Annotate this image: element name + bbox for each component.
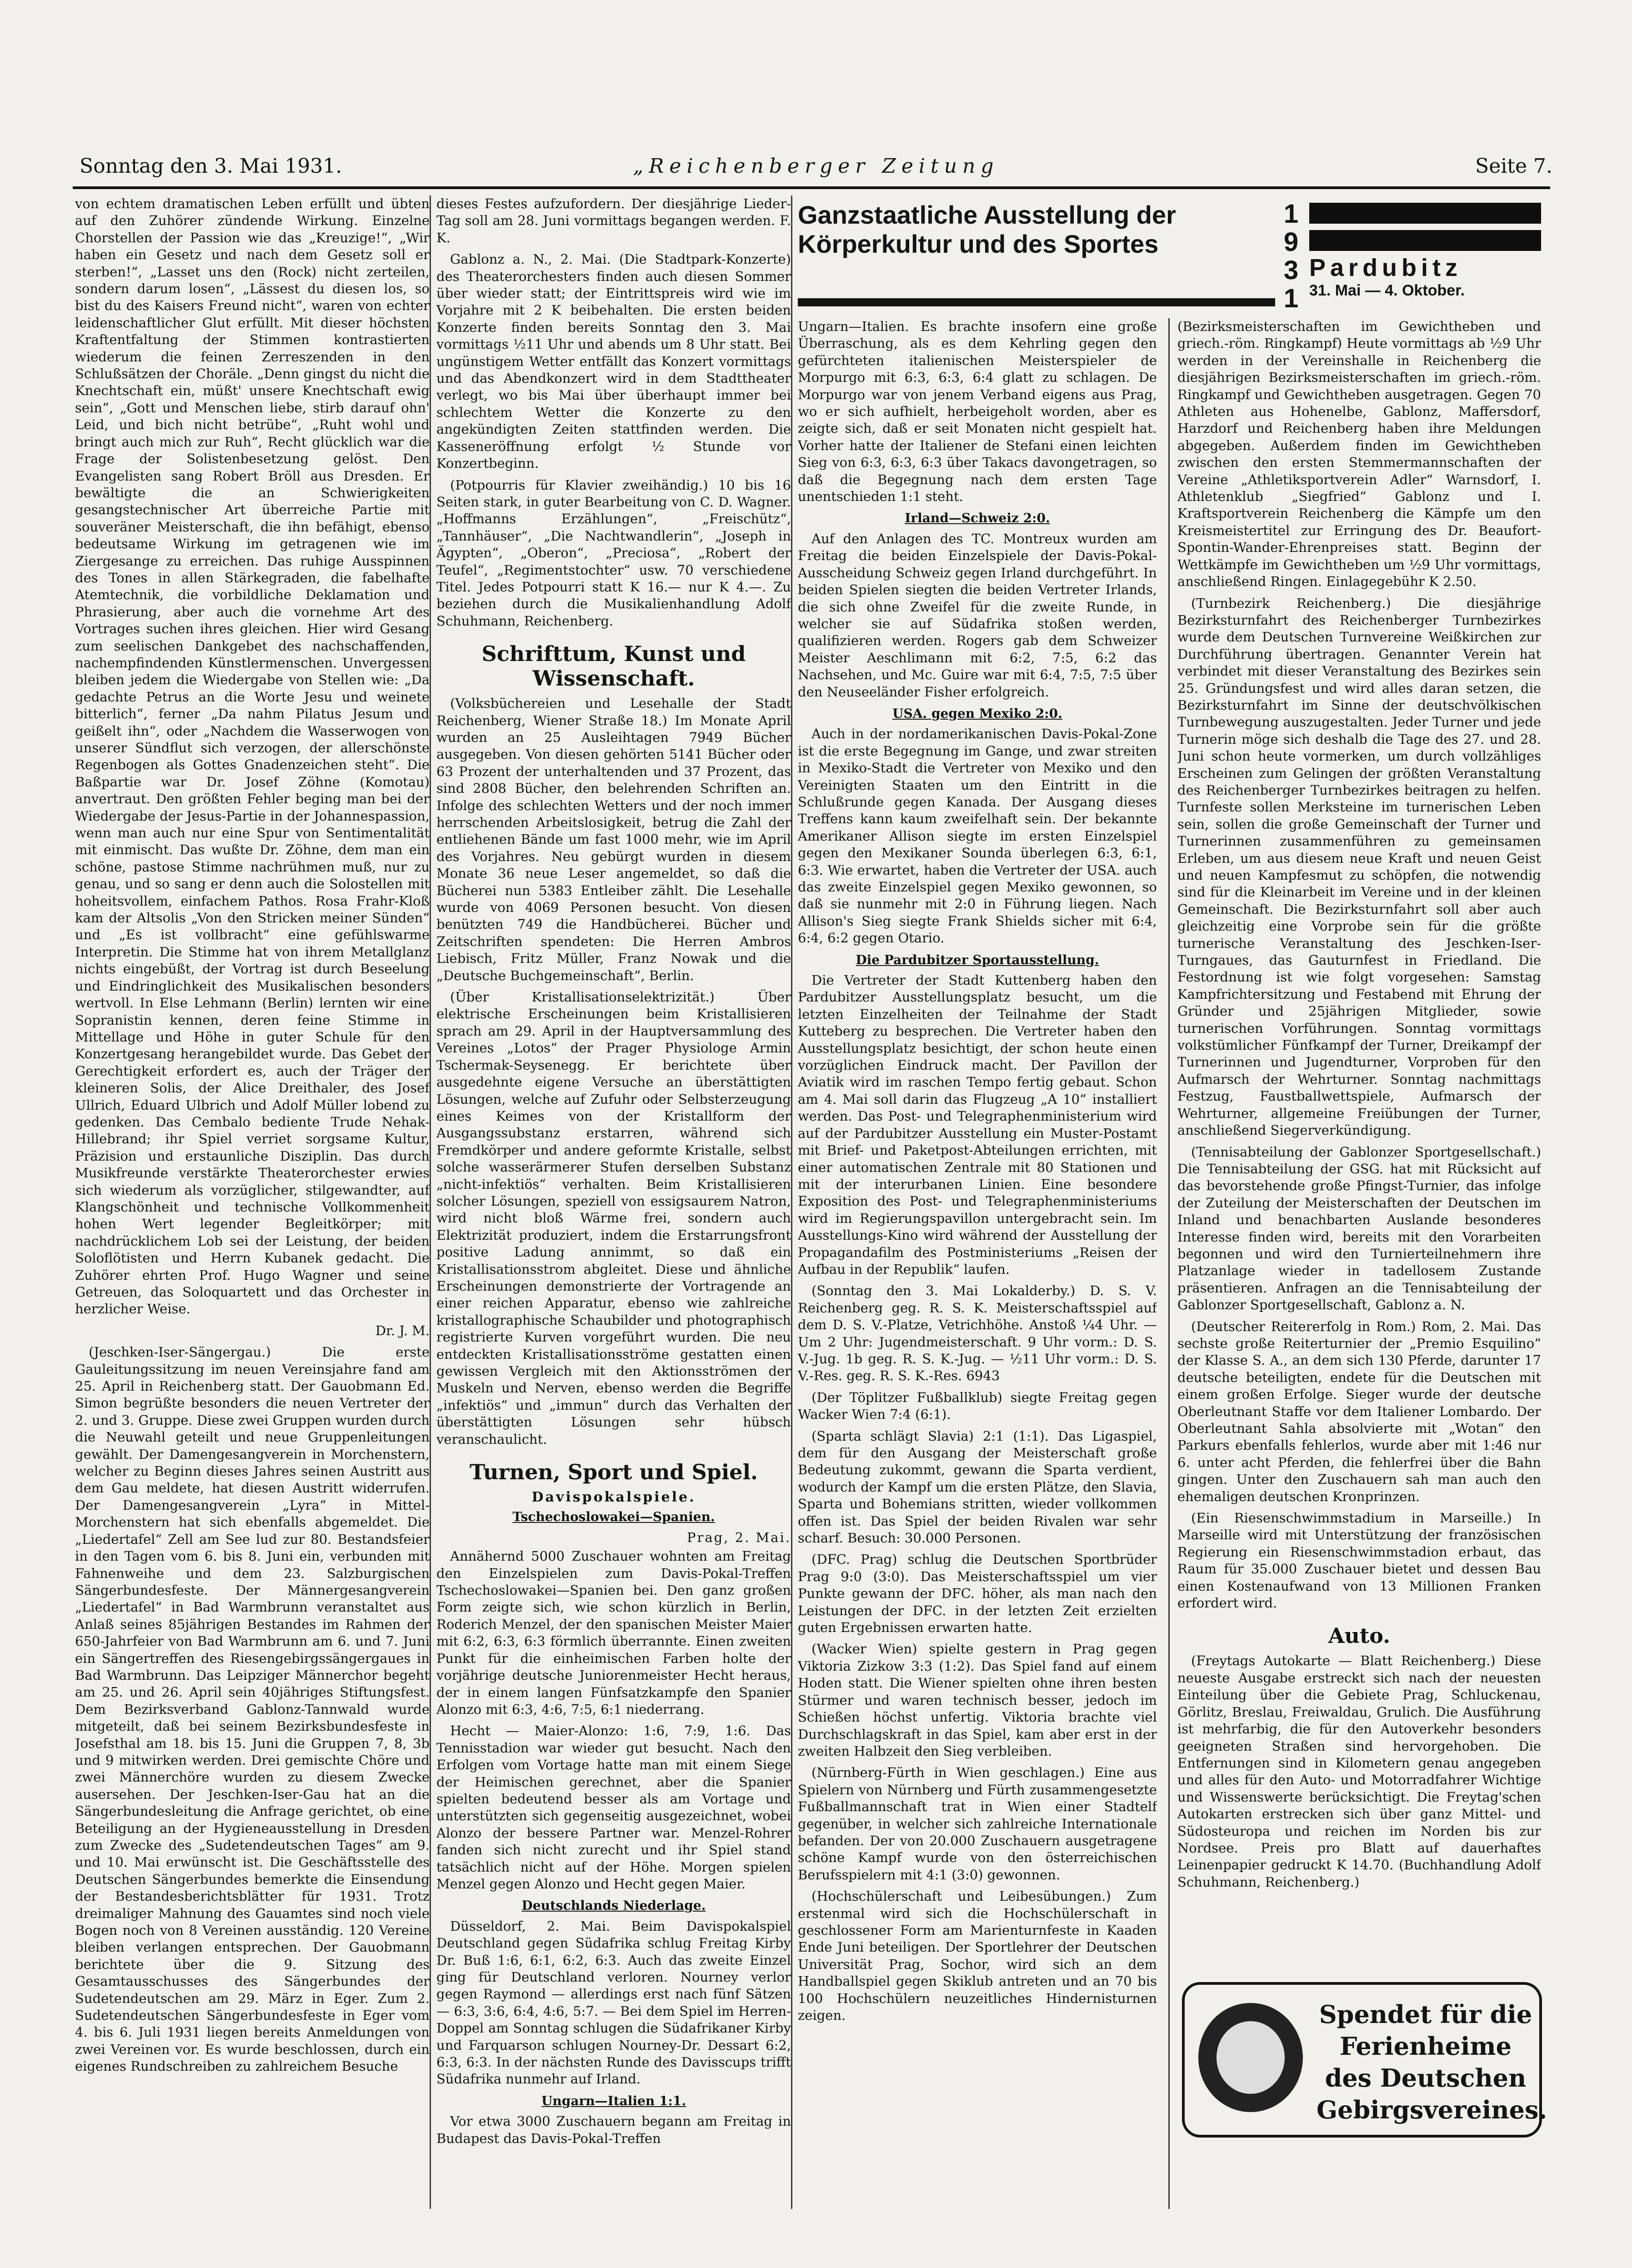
article-paragraph: (Hochschülerschaft und Leibesübungen.) Zum erstenmal wird sich die Hochschülerschaft in geschlossener Form am Marienturnfeste in Kaaden Ende Juni beteiligen. Der Sportlehrer der Deutschen Universität Prag, Sochor, wird sich an dem Handballspiel gegen Skiklub antreten und an 70 bis 100 Hochschülern neuzeitliches Hindernisturnen zeigen. (798, 1888, 1157, 2023)
article-paragraph: (Freytags Autokarte — Blatt Reichenberg.) Diese neueste Ausgabe erstreckt sich nach der neuesten Einteilung über die Gebiete Prag, Schluckenau, Görlitz, Breslau, Freiwaldau, Grulich. Die Ausführung ist mehrfarbig, die für den Autoverkehr besonders geeigneten Straßen sind hervorgehoben. Die Entfernungen sind in Kilometern genau angegeben und alles für den Auto- und Motorradfahrer Wichtige und Wissenswerte berücksichtigt. Die Freytag'schen Autokarten erstrecken sich über ganz Mittel- und Südosteuropa und reichen im Norden bis zur Nordsee. Preis pro Blatt auf dauerhaftes Leinenpapier gedruckt K 14.70. (Buchhandlung Adolf Schuhmann, Reichenberg.) (1177, 1653, 1541, 1890)
ad-dates: 31. Mai — 4. Oktober. (1309, 282, 1465, 299)
ad-line-2: Körperkultur und des Sportes (798, 230, 1159, 258)
article-paragraph: (Sparta schlägt Slavia) 2:1 (1:1). Das Ligaspiel, dem für den Ausgang der Meisterschaft große Bedeutung zukommt, gewann die Sparta verdient, wodurch der Kampf um die ersten Plätze, den Slavia, Sparta und Bohemians stritten, wieder vollkommen offen ist. Das Spiel der beiden Rivalen war sehr scharf. Besuch: 30.000 Personen. (798, 1428, 1157, 1546)
subheading: Ungarn—Italien 1:1. (541, 2093, 686, 2108)
ad-line-1: Ganzstaatliche Ausstellung der (798, 200, 1176, 229)
subheading: Irland—Schweiz 2:0. (905, 511, 1050, 526)
exhibition-advertisement (798, 199, 1541, 313)
ad-year-digit: 9 (1283, 227, 1299, 257)
ad-black-bar (1309, 230, 1541, 251)
column-divider (430, 195, 431, 2209)
article-paragraph: (Volksbüchereien und Lesehalle der Stadt Reichenberg, Wiener Straße 18.) Im Monate April wurden an 25 Ausleihtagen 7949 Bücher ausgegeben. Von diesen gehörten 5141 Bücher oder 63 Prozent der unterhaltenden und 37 Prozent, das sind 2808 Bücher, den belehrenden Schriften an. Infolge des schlechten Wetters und der noch immer herrschenden Arbeitslosigkeit, betrug die Zahl der entliehenen Bände um fast 1000 mehr, wie im April des Vorjahres. Neu gebürgt wurden in diesem Monate 36 neue Leser angemeldet, so daß die Bücherei nun 5383 Entleiber zählt. Die Lesehalle wurde von 4069 Personen besucht. Von diesen benützten 749 die Handbücherei. Bücher und Zeitschriften spendeten: Die Herren Ambros Liebisch, Fritz Müller, Franz Nowak und die „Deutsche Buchgemeinschaft“, Berlin. (436, 696, 791, 983)
subheading: USA. gegen Mexiko 2:0. (892, 706, 1062, 721)
donation-line: Gebirgsvereines. (1317, 2095, 1547, 2124)
article-paragraph: (Ein Riesenschwimmstadium in Marseille.) In Marseille wird mit Unterstützung der französischen Regierung ein Riesenschwimmstadion erbaut, das Raum für 35.000 Zuschauer bietet und dessen Bau einen Kostenaufwand von 13 Millionen Franken erfordert wird. (1177, 1510, 1541, 1611)
ad-black-bar (1309, 203, 1541, 224)
article-paragraph: (Deutscher Reitererfolg in Rom.) Rom, 2. Mai. Das sechste große Reiterturnier der „Premio Esquilino“ der Klasse S. A., an dem sich 130 Pferde, darunter 17 deutsche beteiligten, endete für die Deutschen mit einem großen Erfolge. Sieger wurde der deutsche Oberleutnant Staffe vor dem Italiener Lombardo. Der Oberleutnant Sahla absolvierte mit „Wotan“ den Parkurs ebenfalls fehlerlos, wurde aber mit 1:46 nur 6. unter acht Pferden, die fehlerfrei über die Bahn gingen. Unter den Zuschauern sah man auch den ehemaligen deutschen Kronprinzen. (1177, 1318, 1541, 1504)
ad-underline-bar (798, 298, 1275, 306)
article-paragraph: (Turnbezirk Reichenberg.) Die diesjährige Bezirksturnfahrt des Reichenberger Turnbezirkes wurde dem Deutschen Turnvereine Weißkirchen zur Durchführung übertragen. Genannter Verein hat verbindet mit dieser Veranstaltung des Bezirkes sein 25. Gründungsfest und wird alles daran setzen, die Bezirksturnfahrt im Sinne der deutschvölkischen Turnbewegung auszugestalten. Jeder Turner und jede Turnerin möge sich deshalb die Tage des 27. und 28. Juni schon heute vormerken, um durch vollzähliges Erscheinen zum Gelingen der größten Veranstaltung des Reichenberger Turnbezirkes beitragen zu helfen. Turnfeste sollen Merksteine im turnerischen Leben sein, sollen die große Gemeinschaft der Turner und Turnerinnen zusammenführen zu gemeinsamen Erleben, um aus diesem neue Kraft und neuen Geist und neuen Kampfesmut zu schöpfen, die notwendig sind für die Kleinarbeit im Vereine und in der kleinen Gemeinschaft. Die Bezirksturnfahrt soll aber auch gleichzeitig eine Vorprobe sein für die größte turnerische Veranstaltung des Jeschken-Iser-Turngaues, das Gauturnfest in Friedland. Die Festordnung ist wie folgt vorgesehen: Samstag Kampfrichtersitzung und Festabend mit Ehrung der Gründer und 25jährigen Mitglieder, sowie turnerischen Vorführungen. Sonntag vormittags volkstümlicher Fünfkampf der Turner, Dreikampf der Turnerinnen und Jugendturner, Vorproben für den Aufmarsch der Wehrturner. Sonntag nachmittags Festzug, Faustballwettspiele, Aufmarsch der Wehrturner, allgemeine Freiübungen der Turner, anschließend Siegerverkündigung. (1177, 595, 1541, 1138)
subheading: Die Pardubitzer Sportausstellung. (856, 952, 1099, 967)
column-1 (75, 195, 430, 2213)
article-paragraph: Hecht — Maier-Alonzo: 1:6, 7:9, 1:6. Das Tennisstadion war wieder gut besucht. Nach den Erfolgen vom Vortage hatte man mit einem Siege der Heimischen gerechnet, aber die Spanier spielten bedeutend besser als am Vortage und unterstützten sich gegenseitig ausgezeichnet, wobei Alonzo der bessere Partner war. Menzel-Rohrer fanden sich nicht zurecht und ihr Spiel stand tatsächlich nicht auf der Höhe. Morgen spielen Menzel gegen Alonzo und Hecht gegen Maier. (436, 1723, 791, 1892)
article-paragraph: Gablonz a. N., 2. Mai. (Die Stadtpark-Konzerte) des Theaterorchesters finden auch diesen Sommer über wieder statt; der Eintrittspreis wird wie im Vorjahre mit 2 K beibehalten. Die ersten beiden Konzerte finden bereits Sonntag den 3. Mai vormittags ½11 Uhr und abends um 8 Uhr statt. Bei ungünstigem Wetter entfällt das Konzert vormittags und das Abendkonzert wird in dem Stadttheater verlegt, wo bis Mai über überhaupt immer bei schlechtem Wetter die Konzerte zu den angekündigten Zeiten stattfinden werden. Die Kasseneröffnung erfolgt ½ Stunde vor Konzertbeginn. (436, 251, 791, 471)
masthead (80, 155, 1552, 182)
subheading: Deutschlands Niederlage. (521, 1898, 706, 1913)
article-paragraph: (DFC. Prag) schlug die Deutschen Sportbrüder Prag 9:0 (3:0). Das Meisterschaftsspiel um vier Punkte gewann der DFC. höher, als man nach den Leistungen der DFC. in der letzten Zeit erzielten guten Ergebnissen erwarten hatte. (798, 1552, 1157, 1636)
subheading: Tschechoslowakei—Spanien. (512, 1509, 715, 1525)
ad-year-digits (1275, 200, 1307, 313)
section-heading: Turnen, Sport und Spiel. (469, 1460, 758, 1485)
masthead-title: „Reichenberger Zeitung (633, 155, 999, 178)
article-paragraph: Annähernd 5000 Zuschauer wohnten am Freitag den Einzelspielen zum Davis-Pokal-Treffen Tschechoslowakei—Spanien bei. Den ganz großen Form zeigte sich, wie schon kürzlich in Berlin, Roderich Menzel, der den spanischen Meister Maier mit 6:2, 6:3, 6:3 förmlich überrannte. Einen zweiten Punkt für die einheimischen Farben holte der vorjährige deutsche Juniorenmeister Hecht heraus, der in einem langen Fünfsatzkampfe den Spanier Alonzo mit 6:3, 4:6, 7:5, 6:1 niederrang. (436, 1548, 791, 1717)
article-paragraph: Düsseldorf, 2. Mai. Beim Davispokalspiel Deutschland gegen Südafrika schlug Freitag Kirby Dr. Buß 1:6, 6:1, 6:2, 6:3. Auch das zweite Einzel ging für Deutschland verloren. Nourney verlor gegen Raymond — allerdings erst nach fünf Sätzen — 6:3, 3:6, 6:4, 4:6, 5:7. — Bei dem Spiel im Herren-Doppel am Sonntag schlugen die Südafrikaner Kirby und Farquarson schlugen Nourney-Dr. Dessart 6:2, 6:3, 6:3. In der nächsten Runde des Davisscups trifft Südafrika nunmehr auf Irland. (436, 1918, 791, 2087)
association-emblem-icon (1198, 2003, 1303, 2112)
article-paragraph: (Bezirksmeisterschaften im Gewichtheben und griech.-röm. Ringkampf) Heute vormittags ab ½9 Uhr werden in der Vereinshalle in Reichenberg die diesjährigen Bezirksmeisterschaften im griech.-röm. Ringkampf und Gewichtheben ausgetragen. Gegen 70 Athleten aus Hohenelbe, Gablonz, Maffersdorf, Harzdorf und Reichenberg haben ihre Meldungen abgegeben. Außerdem finden im Gewichtheben zwischen den ersten Stemmermannschaften der Vereine „Athletiksportverein Adler“ Warnsdorf, I. Athletenklub „Siegfried“ Gablonz und I. Kraftsportverein Reichenberg die Kämpfe um den Kreismeistertitel zur Erringung des Dr. Beaufort-Spontin-Wander-Ehrenpreises statt. Beginn der Wettkämpfe im Gewichtheben um ½9 Uhr vormittags, anschließend Ringen. Einlagegebühr K 2.50. (1177, 319, 1541, 590)
donation-advertisement (1182, 1982, 1547, 2138)
article-paragraph: Ungarn—Italien. Es brachte insofern eine große Überraschung, als es dem Kehrling gegen den gefürchteten italienischen Meisterspieler de Morpurgo mit 6:3, 6:3, 6:4 glatt zu schlagen. De Morpurgo war von jenem Verband eigens aus Prag, wo er sich aufhielt, herbeigeholt worden, aber es zeigte sich, daß er seit Monaten nicht gespielt hat. Vorher hatte der Italiener de Stefani einen leichten Sieg von 6:3, 6:3, 6:3 über Takacs davongetragen, so daß die Begegnung nach dem ersten Tage unentschieden 1:1 steht. (798, 319, 1157, 505)
article-paragraph: (Tennisabteilung der Gablonzer Sportgesellschaft.) Die Tennisabteilung der GSG. hat mit Rücksicht auf das bevorstehende große Pfingst-Turnier, das infolge der Zuteilung der Meisterschaften der Deutschen im Inland und benachbarten Auslande besonderes Interesse finden wird, bereits mit den Vorarbeiten begonnen und wird den Turnierteilnehmern ihre Platzanlage wieder in tadellosem Zustande präsentieren. Anfragen an die Tennisabteilung der Gablonzer Sportgesellschaft, Gablonz a. N. (1177, 1144, 1541, 1313)
article-paragraph: (Jeschken-Iser-Sängergau.) Die erste Gauleitungssitzung im neuen Vereinsjahre fand am 25. April in Reichenberg statt. Der Gauobmann Ed. Simon begrüßte besonders die neuen Vertreter der 2. und 3. Gruppe. Diese zwei Gruppen wurden durch die Neuwahl geteilt und neue Gruppenleitungen gewählt. Der Damengesangverein in Morchenstern, welcher zu Beginn dieses Jahres seinen Austritt aus dem Gau meldete, hat diesen Austritt widerrufen. Der Damengesangverein „Lyra“ in Mittel-Morchenstern hat sich ebenfalls abgemeldet. Die „Liedertafel“ Zell am See lud zur 80. Bestandsfeier in den Tagen vom 6. bis 8. Juni ein, verbunden mit Fahnenweihe und dem 23. Salzburgischen Sängerbundesfeste. Der Männergesangverein „Liedertafel“ in Bad Warmbrunn veranstaltet aus Anlaß seines 85jährigen Bestandes im Rahmen der 650-Jahrfeier von Bad Warmbrunn am 6. und 7. Juni ein Sängertreffen des Riesengebirgssängergaues in Bad Warmbrunn. Das Leipziger Männerchor begeht am 25. und 26. April sein 40jähriges Stiftungsfest. Dem Bezirksverband Gablonz-Tannwald wurde mitgeteilt, daß bei seinem Bezirksbundesfeste in Josefsthal am 18. bis 15. Juni die Gruppen 7, 8, 3b und 9 mitwirken werden. Drei gemischte Chöre und zwei Männerchöre wurden zu diesem Zwecke ausersehen. Der Jeschken-Iser-Gau hat an die Sängerbundesleitung die Anfrage gerichtet, ob eine Beteiligung an der Hygieneausstellung in Dresden zum Zwecke des „Sudetendeutschen Tages“ am 9. und 10. Mai erwünscht ist. Die Geschäftsstelle des Deutschen Sängerbundes bemerkte die Einsendung der Bestandesberichtsblätter für 1931. Trotz dreimaliger Mahnung des Gauamtes sind noch viele Bogen noch von 8 Vereinen ausständig. 120 Vereine bleiben verlangen entsprechen. Der Gauobmann berichtete über die 9. Sitzung des Gesamtausschusses des Sängerbundes der Sudetendeutschen am 29. März in Eger. Zum 2. Sudetendeutschen Sängerbundesfeste in Eger vom 4. bis 6. Juli 1931 liegen bereits Anmeldungen von zwei Vereinen vor. Es wurde beschlossen, durch ein eigenes Rundschreiben zu zahlreichem Besuche (75, 1344, 430, 2074)
masthead-rule (73, 186, 1550, 189)
donation-line: Ferienheime (1340, 2032, 1512, 2061)
column-divider (1168, 318, 1170, 2209)
article-paragraph: (Wacker Wien) spielte gestern in Prag gegen Viktoria Zizkow 3:3 (1:2). Das Spiel fand auf einem Hoden statt. Die Wiener spielten ohne ihren besten Stürmer und waren technisch besser, jedoch im Schießen höchst unfertig. Viktoria brachte viel Durchschlagskraft in das Spiel, kam aber erst in der zweiten Halbzeit den Sieg verbleiben. (798, 1641, 1157, 1759)
masthead-date: Sonntag den 3. Mai 1931. (80, 155, 342, 178)
ad-year-digit: 1 (1283, 199, 1299, 229)
article-signature: Dr. J. M. (375, 1322, 430, 1338)
section-heading: Schrifttum, Kunst und Wissenschaft. (481, 641, 746, 691)
column-divider (791, 195, 792, 2209)
article-paragraph: Auf den Anlagen des TC. Montreux wurden am Freitag die beiden Einzelspiele der Davis-Pokal-Ausscheidung Schweiz gegen Irland durchgeführt. In beiden Spielen siegten die beiden Vertreter Irlands, die sich ohne Zweifel für die zweite Runde, in welcher sie auf Südafrika stoßen werden, qualifizieren werden. Rogers gab dem Schweizer Meister Aeschlimann mit 6:2, 7:5, 6:2 das Nachsehen, und Mc. Guire war mit 6:4, 7:5, 7:5 über den Neuseeländer Fisher erfolgreich. (798, 531, 1157, 700)
column-2 (436, 195, 791, 2213)
ad-year-digit: 1 (1283, 284, 1299, 313)
ad-city: Pardubitz (1309, 254, 1462, 281)
article-paragraph: (Sonntag den 3. Mai Lokalderby.) D. S. V. Reichenberg geg. R. S. K. Meisterschaftsspiel auf dem D. S. V.-Platze, Vetrichhöhe. Anstoß ¼4 Uhr. — Um 2 Uhr: Jugendmeisterschaft. 9 Uhr vorm.: D. S. V.-Jug. 1b geg. R. S. K.-Jug. — ½11 Uhr vorm.: D. S. V.-Res. geg. R. S. K.-Res. 6943 (798, 1283, 1157, 1384)
article-paragraph: (Nürnberg-Fürth in Wien geschlagen.) Eine aus Spielern von Nürnberg und Fürth zusammengesetzte Fußballmannschaft trat in Wien einer Stadtelf gegenüber, in welcher sich zahlreiche Internationale befanden. Der von 20.000 Zuschauern ausgetragene schöne Kampf wurde von den österreichischen Berufsspielern mit 4:1 (3:0) gewonnen. (798, 1765, 1157, 1882)
article-paragraph: (Der Töplitzer Fußballklub) siegte Freitag gegen Wacker Wien 7:4 (6:1). (798, 1389, 1157, 1422)
ad-year-digit: 3 (1283, 255, 1299, 285)
column-4 (1177, 318, 1541, 2123)
article-paragraph: (Über Kristallisationselektrizität.) Über elektrische Erscheinungen beim Kristallisieren sprach am 29. April in der Hauptversammlung des Vereines „Lotos“ der Prager Physiologe Armin Tschermak-Seysenegg. Er berichtete über ausgedehnte eigene Versuche an überstättigten Lösungen, welche auf Zufuhr oder Selbsterzeugung eines Keimes von der Kristallform der Ausgangssubstanz erstarren, während sich Fremdkörper und andere geformte Kristalle, selbst solche wasserärmerer Stufen derselben Substanz „nicht-infektiös“ verhalten. Beim Kristallisieren solcher Lösungen, speziell von essigsaurem Natron, wird nicht bloß Wärme frei, sondern auch Elektrizität produziert, indem die Erstarrungsfront positive Ladung annimmt, so daß ein Kristallisationsstrom abgleitet. Diese und ähnliche Erscheinungen demonstrierte der Vortragende an einer reichen Apparatur, ebenso wie zahlreiche kristallographische Schaubilder und photographisch registrierte Kurven vorgeführt wurden. Die neu entdeckten Kristallisationsströme gestatten einen gewissen Vergleich mit den Aktionsströmen der Muskeln und Nerven, ebenso werden die Begriffe „infektiös“ und „immun“ durch das Verhalten der überstättigten Lösungen sehr hübsch veranschaulicht. (436, 989, 791, 1447)
article-paragraph: von echtem dramatischen Leben erfüllt und übten auf den Zuhörer zündende Wirkung. Einzelne Chorstellen der Passion wie das „Kreuzige!“, „Wir haben ein Gesetz und nach dem Gesetz soll er sterben!“, „Lasset uns den (Rock) nicht zerteilen, sondern darum losen“, „Lässest du diesen los, so bist du des Kaisers Freund nicht“, waren von echter leidenschaftlicher Glut erfüllt. Mit dieser höchsten Kraftentfaltung der Stimmen kontrastierten wiederum die feinen Zerreszenden in den Schlußsätzen der Choräle. „Denn gingst du nicht die Knechtschaft ein, müßt' unsere Knechtschaft ewig sein“, „Gott und Menschen liebe, stirb darauf ohn' Leid, und bich nicht betrübe“, „Ruht wohl und bringt auch mich zur Ruh“, Recht glücklich war die Frage der Solistenbesetzung gelöst. Den Evangelisten sang Robert Bröll aus Dresden. Er bewältigte die an Schwierigkeiten gesangstechnischer Art überreiche Partie mit souveräner Meisterschaft, die ihn befähigt, ebenso bedeutsame Wirkung im getragenen wie im Ziergesange zu erreichen. Das ruhige Ausspinnen des Tones in allen Stärkegraden, die fabelhafte Atemtechnik, die vorbildliche Deklamation und Phrasierung, aber auch die vornehme Art des Vortrages suchen ihres gleichen. Hier wird Gesang zum seelischen Dankgebet des nachschaffenden, nachempfindenden Künstlermenschen. Unvergessen bleiben jedem die Wiedergabe von Stellen wie: „Da gedachte Petrus an die Worte Jesu und weinete bitterlich“, ferner „Da nahm Pilatus Jesum und geißelt ihn“, oder „Nachdem die Wasserwogen von unserer Sündflut sich verzogen, der allerschönste Regenbogen als Gottes Gnadenzeichen steht“. Die Baßpartie war Dr. Josef Zöhne (Komotau) anvertraut. Den größten Fehler beging man bei der Wiedergabe der Jesus-Partie in der Johannespassion, wenn man auch nur eine Spur von Sentimentalität mit einmischt. Das wußte Dr. Zöhne, dem man ein schöne, pastose Stimme nachrühmen muß, nur zu genau, und so sang er denn auch die Solostellen mit hoheitsvollem, einfachem Pathos. Rosa Frahr-Kloß kam der Altsolis „Von den Stricken meiner Sünden“ und „Es ist vollbracht“ eine gefühlswarme Interpretin. Die Stimme hat von ihrem Metallglanz nichts eingebüßt, der Vortrag ist durch Beseelung und Eindringlichkeit des Musikalischen besonders wertvoll. In Else Lehmann (Berlin) lernten wir eine Sopranistin kennen, deren feine Stimme in Mittellage und Höhe in guter Schule für den Konzertgesang herangebildet wurde. Das Gebet der Gerechtigkeit erfordert es, auch der Träger der kleineren Solis, der Alice Dreithaler, des Josef Ullrich, Eduard Ulbrich und Adolf Müller lobend zu gedenken. Das Cembalo bediente Trude Nehak-Hillebrand; ihr Spiel verriet sorgsame Kultur, Präzision und erstaunliche Disziplin. Das durch Musikfreunde verstärkte Theaterorchester erwies sich wiederum als vorzüglicher, stilgewandter, auf Klangschönheit und technische Vollkommenheit hohen Wert legender Begleitkörper; mit nachdrücklichem Lob sei der Leistung, der beiden Soloflötisten und Herrn Kubanek gedacht. Die Zuhörer ehrten Prof. Hugo Wagner und seine Getreuen, das Soloquartett und das Orchester in herzlicher Weise. (75, 196, 430, 1317)
subheading: Davispokalspiele. (531, 1489, 696, 1506)
article-paragraph: (Potpourris für Klavier zweihändig.) 10 bis 16 Seiten stark, in guter Bearbeitung von C. D. Wagner. „Hoffmanns Erzählungen“, „Freischütz“, „Tannhäuser“, „Die Nachtwandlerin“, „Joseph in Ägypten“, „Oberon“, „Preciosa“, „Robert der Teufel“, „Regimentstochter“ usw. 70 verschiedene Titel. Jedes Potpourri statt K 16.— nur K 4.—. Zu beziehen durch die Musikalienhandlung Adolf Schuhmann, Reichenberg. (436, 477, 791, 629)
donation-line: des Deutschen (1325, 2063, 1527, 2093)
section-heading: Auto. (1328, 1623, 1391, 1648)
donation-text (1317, 1998, 1547, 2126)
dateline: Prag, 2. Mai. (686, 1529, 791, 1545)
masthead-page-number: Seite 7. (1475, 155, 1552, 178)
article-paragraph: Die Vertreter der Stadt Kuttenberg haben den Pardubitzer Ausstellungsplatz besucht, um die letzten Einzelheiten der Teilnahme der Stadt Kutteberg zu besprechen. Die Vertreter haben den Ausstellungsplatz besichtigt, der schon heute einen vorzüglichen Eindruck macht. Der Pavillon der Aviatik wird im raschen Tempo fertig gebaut. Schon am 4. Mai soll darin das Flugzeug „A 10“ installiert werden. Das Post- und Telegraphenministerium wird auf der Pardubitzer Ausstellung ein Muster-Postamt mit Brief- und Paketpost-Abteilungen errichten, mit einer automatischen Zentrale mit 80 Stationen und mit der interurbanen Linien. Eine besondere Exposition des Post- und Telegraphenministeriums wird im Regierungspavillon untergebracht sein. Im Ausstellungs-Kino wird während der Ausstellung der Propagandafilm des Postministeriums „Reisen der Aufbau in der Republik“ laufen. (798, 972, 1157, 1277)
donation-line: Spendet für die (1319, 2000, 1532, 2029)
article-paragraph: Vor etwa 3000 Zuschauern begann am Freitag in Budapest das Davis-Pokal-Treffen (436, 2113, 791, 2146)
article-paragraph: dieses Festes aufzufordern. Der diesjährige Lieder-Tag soll am 28. Juni vormittags begangen werden. F. K. (436, 196, 791, 245)
article-paragraph: Auch in der nordamerikanischen Davis-Pokal-Zone ist die erste Begegnung im Gange, und zwar streiten in Mexiko-Stadt die Vertreter von Mexiko und den Vereinigten Staaten um den Eintritt in die Schlußrunde gegen Kanada. Der Ausgang dieses Treffens kann kaum zweifelhaft sein. Der bekannte Amerikaner Allison siegte im ersten Einzelspiel gegen den Mexikaner Sounda überlegen 6:3, 6:1, 6:3. Wie erwartet, haben die Vertreter der USA. auch das zweite Einzelspiel gegen Mexiko gewonnen, so daß sie nunmehr mit 2:0 in Führung liegen. Nach Allison's Sieg siegte Frank Shields sicher mit 6:4, 6:4, 6:2 gegen Otario. (798, 726, 1157, 946)
column-3 (798, 318, 1157, 2213)
